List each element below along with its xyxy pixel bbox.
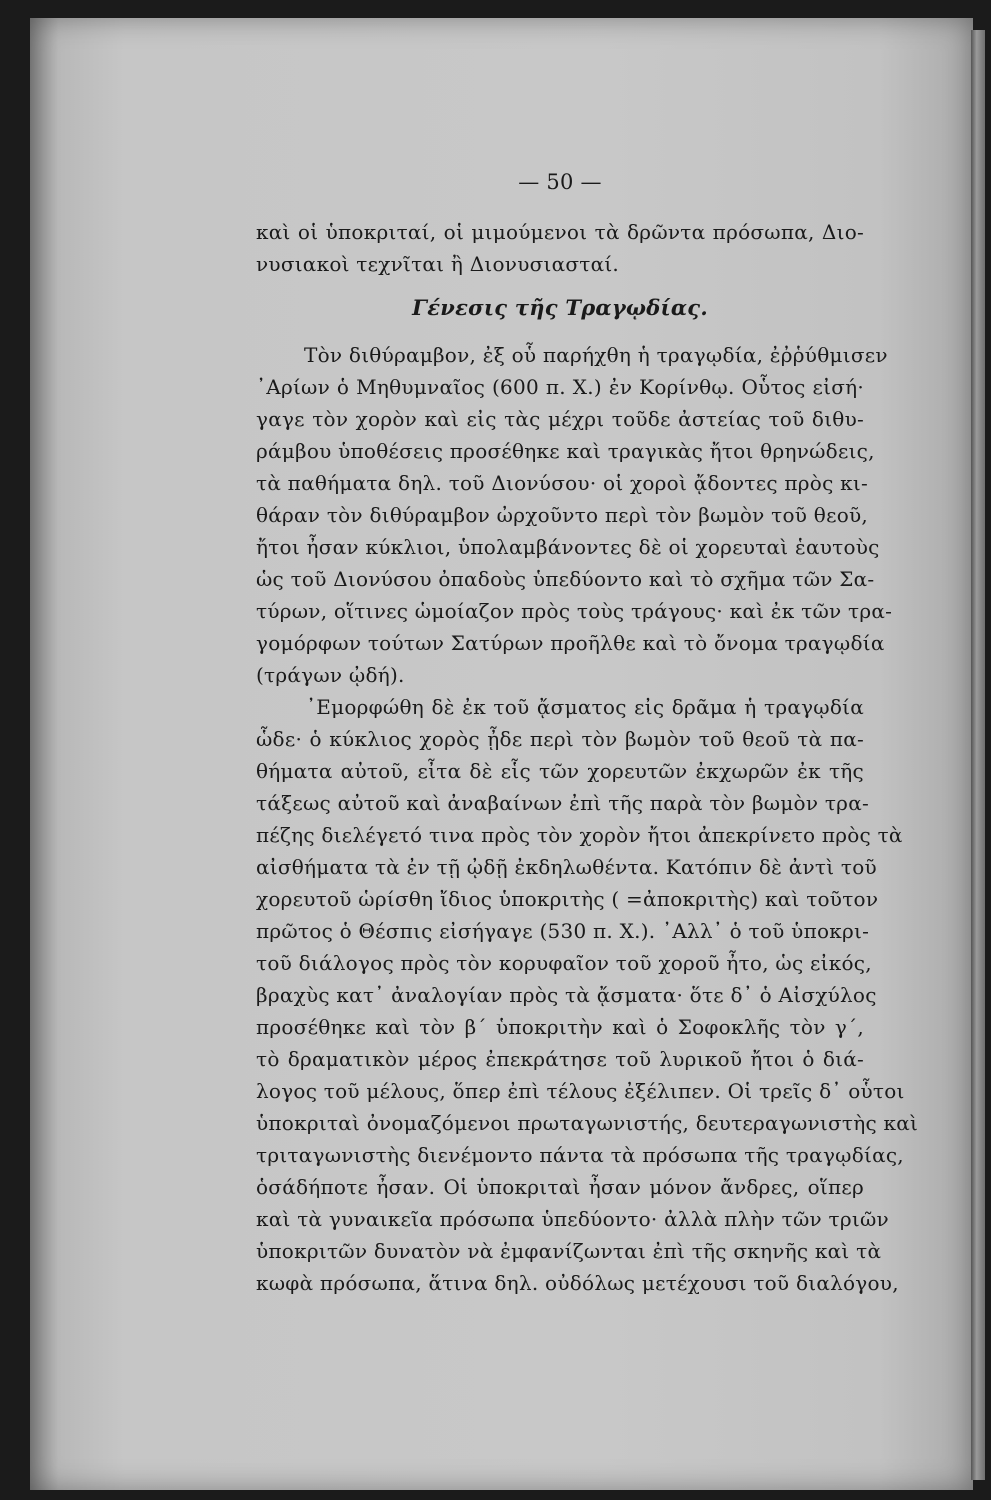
text-line: Τὸν διθύραμβον, ἐξ οὗ παρήχθη ἡ τραγῳδία, ἐῤῥύθμισεν [304, 343, 888, 367]
text-line: ὑποκριτῶν δυνατὸν νὰ ἐμφανίζωνται ἐπὶ τῆς σκηνῆς καὶ τὰ [256, 1239, 882, 1263]
text-line: χορευτοῦ ὡρίσθη ἴδιος ὑποκριτὴς ( =ἀποκριτὴς) καὶ τοῦτον [256, 887, 879, 911]
text-line: καὶ τὰ γυναικεῖα πρόσωπα ὑπεδύοντο· ἀλλὰ πλὴν τῶν τριῶν [256, 1207, 889, 1231]
text-line: βραχὺς κατ᾿ ἀναλογίαν πρὸς τὰ ᾄσματα· ὅτε δ᾿ ὁ Αἰσχύλος [256, 983, 877, 1007]
text-line: ᾿Αρίων ὁ Μηθυμναῖος (600 π. Χ.) ἐν Κορίνθῳ. Οὗτος εἰσή· [256, 375, 864, 399]
page-edge [971, 30, 985, 1480]
text-line: τύρων, οἵτινες ὡμοίαζον πρὸς τοὺς τράγους· καὶ ἐκ τῶν τρα- [256, 599, 893, 623]
text-line: κωφὰ πρόσωπα, ἅτινα δηλ. οὐδόλως μετέχουσι τοῦ διαλόγου, [256, 1271, 899, 1295]
text-line: γαγε τὸν χορὸν καὶ εἰς τὰς μέχρι τοῦδε ἀστείας τοῦ διθυ- [256, 407, 864, 431]
text-line: τὸ δραματικὸν μέρος ἐπεκράτησε τοῦ λυρικοῦ ἤτοι ὁ διά- [256, 1047, 864, 1071]
text-line: ᾿Εμορφώθη δὲ ἐκ τοῦ ᾄσματος εἰς δρᾶμα ἡ τραγῳδία [306, 695, 864, 719]
text-line: τάξεως αὐτοῦ καὶ ἀναβαίνων ἐπὶ τῆς παρὰ τὸν βωμὸν τρα- [256, 791, 869, 815]
text-line: ὑποκριταὶ ὀνομαζόμενοι πρωταγωνιστής, δευτεραγωνιστὴς καὶ [256, 1111, 919, 1135]
text-line: τοῦ διάλογος πρὸς τὸν κορυφαῖον τοῦ χοροῦ ἦτο, ὡς εἰκός, [256, 951, 872, 975]
text-line: ἤτοι ἦσαν κύκλιοι, ὑπολαμβάνοντες δὲ οἱ χορευταὶ ἑαυτοὺς [256, 535, 880, 559]
text-line: ὡς τοῦ Διονύσου ὀπαδοὺς ὑπεδύοντο καὶ τὸ σχῆμα τῶν Σα- [256, 567, 875, 591]
page-number: — 50 — [518, 170, 602, 194]
text-line: θήματα αὐτοῦ, εἶτα δὲ εἷς τῶν χορευτῶν ἐκχωρῶν ἐκ τῆς [256, 759, 864, 783]
text-line: τριταγωνιστὴς διενέμοντο πάντα τὰ πρόσωπα τῆς τραγῳδίας, [256, 1143, 904, 1167]
text-line: καὶ οἱ ὑποκριταί, οἱ μιμούμενοι τὰ δρῶντα πρόσωπα, Διο- [256, 220, 864, 244]
text-line: αἰσθήματα τὰ ἐν τῇ ᾠδῇ ἐκδηλωθέντα. Κατόπιν δὲ ἀντὶ τοῦ [256, 855, 877, 879]
text-line: νυσιακοὶ τεχνῖται ἢ Διονυσιασταί. [256, 252, 620, 276]
text-line: ράμβου ὑποθέσεις προσέθηκε καὶ τραγικὰς ἤτοι θρηνώδεις, [256, 439, 875, 463]
section-heading: Γένεσις τῆς Τραγῳδίας. [412, 295, 708, 320]
text-line: ὁσάδήποτε ἦσαν. Οἱ ὑποκριταὶ ἦσαν μόνον ἄνδρες, οἵπερ [256, 1175, 864, 1199]
text-line: πρῶτος ὁ Θέσπις εἰσήγαγε (530 π. Χ.). ᾿Αλλ᾿ ὁ τοῦ ὑποκρι- [256, 919, 870, 943]
text-line: λογος τοῦ μέλους, ὅπερ ἐπὶ τέλους ἐξέλιπεν. Οἱ τρεῖς δ᾿ οὗτοι [256, 1079, 905, 1103]
text-line: (τράγων ᾠδή). [256, 663, 405, 687]
text-line: γομόρφων τούτων Σατύρων προῆλθε καὶ τὸ ὄνομα τραγῳδία [256, 631, 885, 655]
text-line: θάραν τὸν διθύραμβον ὠρχοῦντο περὶ τὸν βωμὸν τοῦ θεοῦ, [256, 503, 869, 527]
text-line: πέζης διελέγετό τινα πρὸς τὸν χορὸν ἤτοι ἀπεκρίνετο πρὸς τὰ [256, 823, 903, 847]
text-line: προσέθηκε καὶ τὸν β΄ ὑποκριτὴν καὶ ὁ Σοφοκλῆς τὸν γ΄, [256, 1015, 864, 1039]
text-line: ὧδε· ὁ κύκλιος χορὸς ᾖδε περὶ τὸν βωμὸν τοῦ θεοῦ τὰ πα- [256, 727, 864, 751]
text-line: τὰ παθήματα δηλ. τοῦ Διονύσου· οἱ χοροὶ ᾄδοντες πρὸς κι- [256, 471, 869, 495]
